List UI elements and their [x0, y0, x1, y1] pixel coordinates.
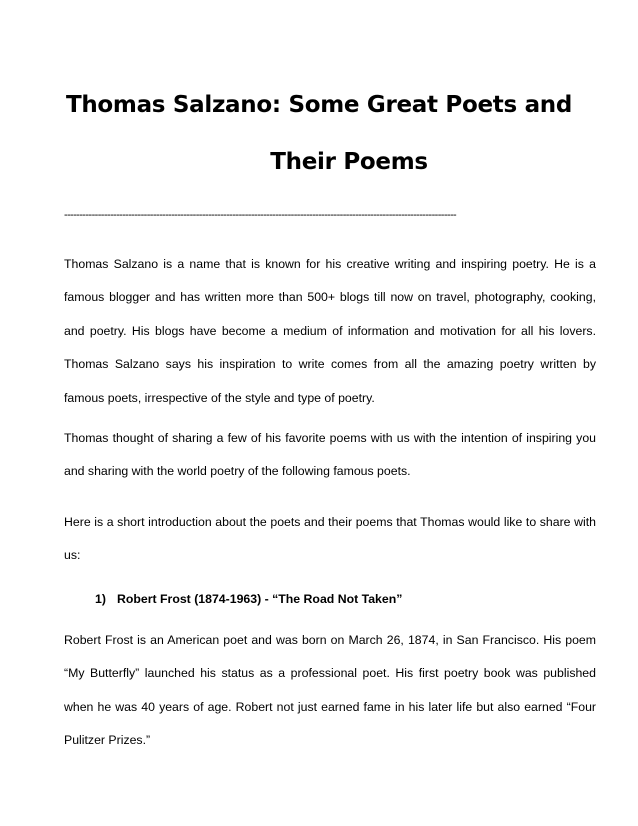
dashed-separator: --------------------------------------------------------------------------------------------------------------------------------: [64, 209, 457, 221]
document-title-line-2: Their Poems: [270, 149, 428, 175]
sharing-paragraph: Thomas thought of sharing a few of his favorite poems with us with the intention of inspiring you and sharing with the world poetry of the following famous poets.: [64, 431, 596, 479]
robert-frost-paragraph: Robert Frost is an American poet and was born on March 26, 1874, in San Francisco. His poem “My Butterfly” launched his status as a professional poet. His first poetry book was published when he was 40 years of age. Robert not just earned fame in his later life but also earned “Four Pulitzer Prizes.”: [64, 633, 596, 748]
section-heading-text: Robert Frost (1874-1963) - “The Road Not Taken”: [117, 592, 403, 606]
section-number: 1): [95, 592, 106, 606]
document-title-line-1: Thomas Salzano: Some Great Poets and: [65, 92, 573, 118]
intro-paragraph: Thomas Salzano is a name that is known for his creative writing and inspiring poetry. He is a famous blogger and has written more than 500+ blogs till now on travel, photography, cooking, and poetry. His blogs have become a medium of information and motivation for all his lovers. Thomas Salzano says his inspiration to write comes from all the amazing poetry written by famous poets, irrespective of the style and type of poetry.: [64, 257, 596, 405]
introduction-paragraph: Here is a short introduction about the poets and their poems that Thomas would like to share with us:: [64, 515, 596, 563]
section-heading: [95, 589, 402, 609]
